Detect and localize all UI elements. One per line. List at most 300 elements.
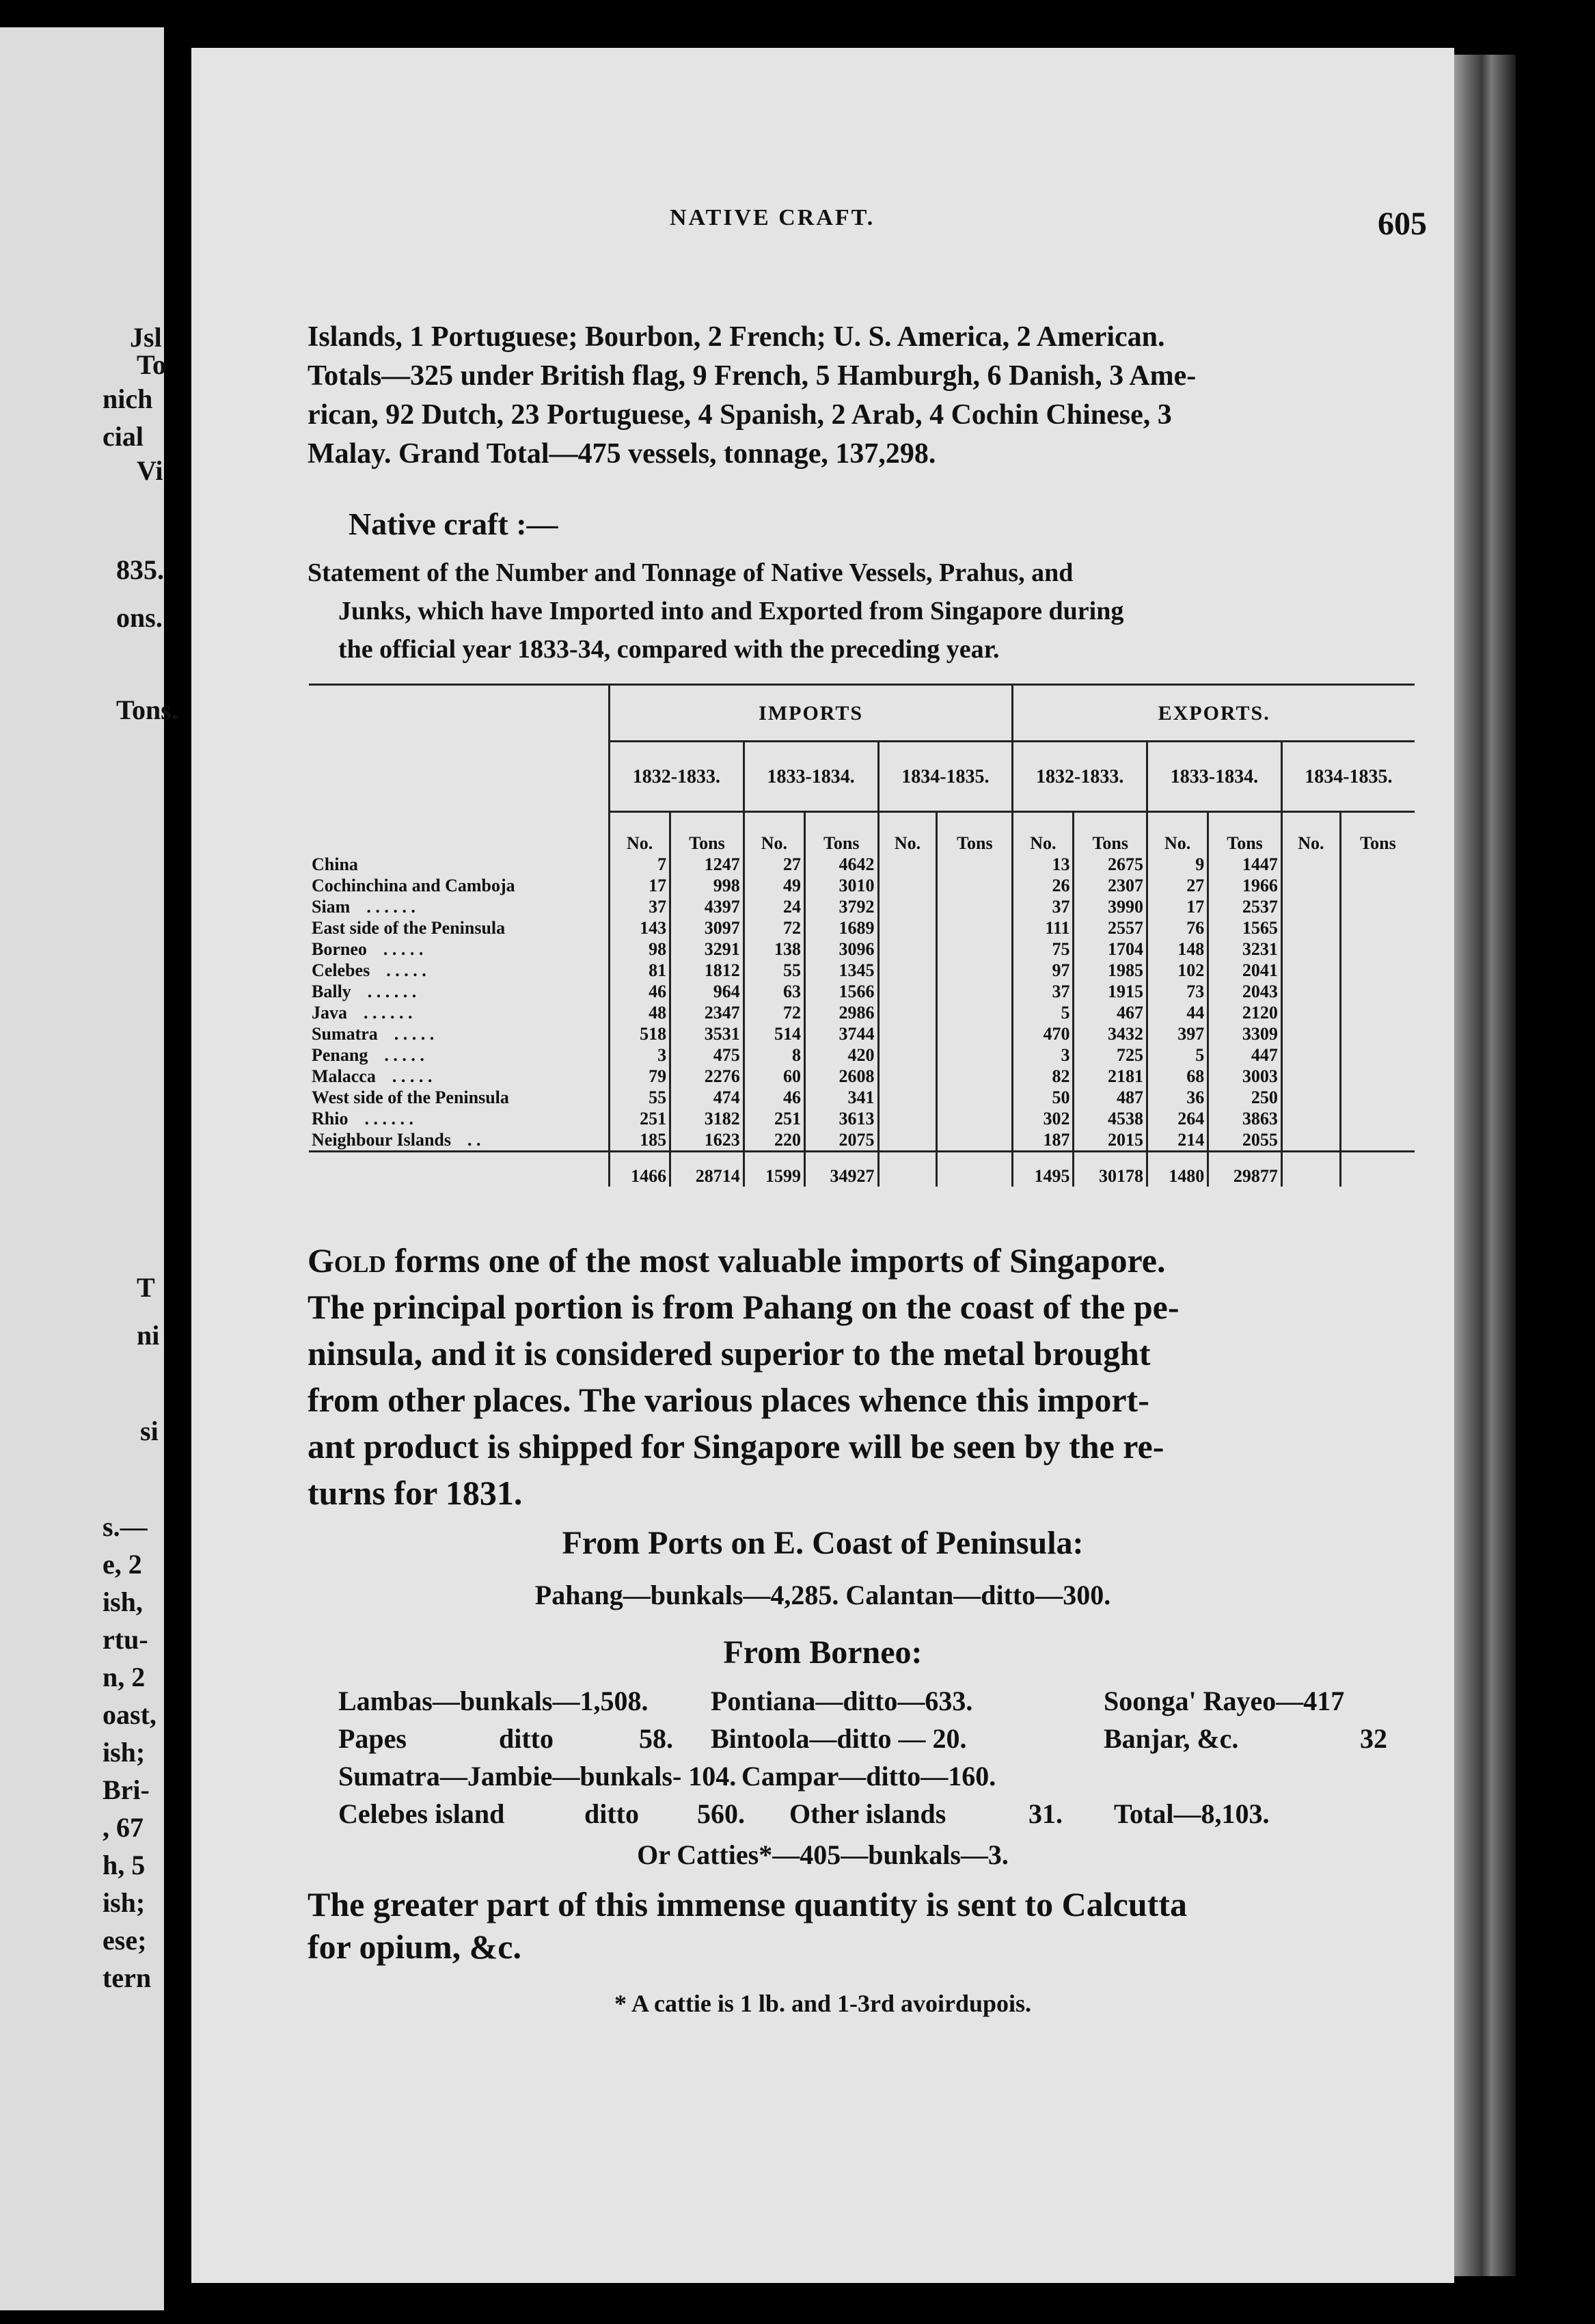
empty-cell bbox=[1340, 1066, 1415, 1087]
empty-cell bbox=[1281, 1129, 1340, 1152]
left-page-fragment: Bri- bbox=[103, 1774, 150, 1805]
left-page-fragment: Tons. bbox=[116, 694, 178, 725]
empty-cell bbox=[1281, 960, 1340, 981]
value-cell: 397 bbox=[1147, 1023, 1208, 1044]
country-name: Bally bbox=[312, 982, 351, 1001]
borneo-cell: ditto bbox=[499, 1723, 554, 1754]
leader-dots: . . . . . bbox=[383, 939, 424, 959]
left-page-fragment: ish; bbox=[103, 1887, 146, 1918]
no-header: No. bbox=[1281, 812, 1340, 854]
value-cell: 37 bbox=[610, 896, 670, 917]
value-cell: 8 bbox=[744, 1044, 804, 1066]
leader-dots: . . . . . . bbox=[367, 982, 417, 1001]
closing-paragraph bbox=[308, 1883, 1427, 1968]
value-cell: 2537 bbox=[1208, 896, 1282, 917]
empty-cell bbox=[1281, 1002, 1340, 1023]
table-row bbox=[309, 1023, 1415, 1044]
total-cell: 34927 bbox=[804, 1152, 878, 1187]
country-cell bbox=[309, 960, 610, 981]
value-cell: 46 bbox=[744, 1087, 804, 1108]
value-cell: 1623 bbox=[670, 1129, 744, 1152]
empty-cell bbox=[878, 875, 937, 896]
country-header-blank bbox=[309, 685, 610, 742]
value-cell: 4642 bbox=[804, 854, 878, 875]
value-cell: 1966 bbox=[1208, 875, 1282, 896]
value-cell: 3990 bbox=[1074, 896, 1147, 917]
empty-cell bbox=[1281, 1087, 1340, 1108]
value-cell: 76 bbox=[1147, 917, 1208, 938]
borneo-cell: 32 bbox=[1360, 1723, 1387, 1754]
value-cell: 1447 bbox=[1208, 854, 1282, 875]
left-page-fragment: Vi bbox=[137, 455, 163, 486]
left-page-fragment: ni bbox=[137, 1320, 160, 1351]
value-cell: 97 bbox=[1013, 960, 1074, 981]
country-header-blank bbox=[309, 812, 610, 854]
value-cell: 220 bbox=[744, 1129, 804, 1152]
total-cell: 1466 bbox=[610, 1152, 670, 1187]
value-cell: 1985 bbox=[1074, 960, 1147, 981]
value-cell: 2608 bbox=[804, 1066, 878, 1087]
value-cell: 964 bbox=[670, 981, 744, 1002]
value-cell: 264 bbox=[1147, 1108, 1208, 1129]
country-cell bbox=[309, 1044, 610, 1066]
empty-cell bbox=[1340, 1002, 1415, 1023]
value-cell: 79 bbox=[610, 1066, 670, 1087]
section-heading: Native craft :— bbox=[349, 506, 558, 541]
value-cell: 2055 bbox=[1208, 1129, 1282, 1152]
value-cell: 487 bbox=[1074, 1087, 1147, 1108]
country-cell bbox=[309, 1023, 610, 1044]
value-cell: 1565 bbox=[1208, 917, 1282, 938]
empty-cell bbox=[1281, 917, 1340, 938]
value-cell: 3792 bbox=[804, 896, 878, 917]
text-line: Malay. Grand Total—475 vessels, tonnage, 137,298. bbox=[308, 438, 936, 470]
empty-cell bbox=[1281, 1108, 1340, 1129]
value-cell: 2557 bbox=[1074, 917, 1147, 938]
no-header: No. bbox=[878, 812, 937, 854]
left-page-fragment: ese; bbox=[103, 1925, 147, 1956]
value-cell: 420 bbox=[804, 1044, 878, 1066]
country-name: Borneo bbox=[312, 939, 367, 959]
value-cell: 60 bbox=[744, 1066, 804, 1087]
leader-dots: . . . . . bbox=[386, 960, 426, 980]
leader-dots: . . . . . . bbox=[364, 1003, 413, 1023]
value-cell: 251 bbox=[610, 1108, 670, 1129]
value-cell: 3096 bbox=[804, 938, 878, 960]
tons-header: Tons bbox=[804, 812, 878, 854]
value-cell: 81 bbox=[610, 960, 670, 981]
country-name: Rhio bbox=[312, 1109, 349, 1129]
tons-header: Tons bbox=[1074, 812, 1147, 854]
text-line: Totals—325 under British flag, 9 French, 5 Hamburgh, 6 Danish, 3 Ame- bbox=[308, 360, 1197, 392]
value-cell: 49 bbox=[744, 875, 804, 896]
value-cell: 3309 bbox=[1208, 1023, 1282, 1044]
value-cell: 50 bbox=[1013, 1087, 1074, 1108]
table-caption bbox=[308, 554, 1427, 668]
value-cell: 1812 bbox=[670, 960, 744, 981]
left-page-fragment: , 67 bbox=[103, 1812, 144, 1843]
value-cell: 251 bbox=[744, 1108, 804, 1129]
left-page-fragment: n, 2 bbox=[103, 1662, 146, 1692]
value-cell: 250 bbox=[1208, 1087, 1282, 1108]
value-cell: 2043 bbox=[1208, 981, 1282, 1002]
value-cell: 9 bbox=[1147, 854, 1208, 875]
empty-cell bbox=[1281, 938, 1340, 960]
borneo-cell: Campar—ditto—160. bbox=[741, 1761, 996, 1792]
text-line: The principal portion is from Pahang on the coast of the pe- bbox=[308, 1288, 1180, 1326]
year-header: 1832-1833. bbox=[1013, 742, 1147, 812]
table-row bbox=[309, 896, 1415, 917]
table-row bbox=[309, 938, 1415, 960]
value-cell: 3182 bbox=[670, 1108, 744, 1129]
borneo-cell: 31. bbox=[1028, 1798, 1063, 1829]
value-cell: 1566 bbox=[804, 981, 878, 1002]
value-cell: 3291 bbox=[670, 938, 744, 960]
value-cell: 998 bbox=[670, 875, 744, 896]
value-cell: 3 bbox=[1013, 1044, 1074, 1066]
borneo-cell: Other islands bbox=[789, 1798, 946, 1829]
tons-header: Tons bbox=[1208, 812, 1282, 854]
value-cell: 72 bbox=[744, 1002, 804, 1023]
empty-cell bbox=[937, 1002, 1013, 1023]
empty-cell bbox=[1340, 1129, 1415, 1152]
value-cell: 3097 bbox=[670, 917, 744, 938]
value-cell: 1915 bbox=[1074, 981, 1147, 1002]
empty-cell bbox=[878, 1152, 937, 1187]
value-cell: 3613 bbox=[804, 1108, 878, 1129]
value-cell: 2120 bbox=[1208, 1002, 1282, 1023]
left-page-fragment: tern bbox=[103, 1962, 152, 1993]
value-cell: 4538 bbox=[1074, 1108, 1147, 1129]
empty-cell bbox=[1340, 1152, 1415, 1187]
country-cell bbox=[309, 896, 610, 917]
empty-cell bbox=[937, 1023, 1013, 1044]
value-cell: 3531 bbox=[670, 1023, 744, 1044]
table-row bbox=[309, 875, 1415, 896]
value-cell: 13 bbox=[1013, 854, 1074, 875]
value-cell: 302 bbox=[1013, 1108, 1074, 1129]
text-span: forms one of the most valuable imports of Singapore. bbox=[385, 1241, 1166, 1280]
lead-word: Gold bbox=[308, 1241, 386, 1280]
left-page-fragment: To bbox=[137, 349, 167, 380]
empty-cell bbox=[1340, 960, 1415, 981]
text-line: ant product is shipped for Singapore will be seen by the re- bbox=[308, 1427, 1164, 1465]
empty-cell bbox=[878, 938, 937, 960]
country-name: Sumatra bbox=[312, 1024, 378, 1044]
east-coast-heading: From Ports on E. Coast of Peninsula: bbox=[562, 1525, 1084, 1561]
empty-cell bbox=[878, 896, 937, 917]
empty-cell bbox=[1281, 1023, 1340, 1044]
value-cell: 63 bbox=[744, 981, 804, 1002]
text-line: The greater part of this immense quantity is sent to Calcutta bbox=[308, 1885, 1187, 1923]
value-cell: 37 bbox=[1013, 981, 1074, 1002]
value-cell: 3231 bbox=[1208, 938, 1282, 960]
empty-cell bbox=[1340, 875, 1415, 896]
text-line: turns for 1831. bbox=[308, 1474, 523, 1512]
value-cell: 4397 bbox=[670, 896, 744, 917]
empty-cell bbox=[937, 854, 1013, 875]
empty-cell bbox=[1281, 1044, 1340, 1066]
empty-cell bbox=[1281, 981, 1340, 1002]
left-page-fragment: cial bbox=[103, 421, 144, 452]
empty-cell bbox=[1340, 896, 1415, 917]
borneo-cell: Pontiana—ditto—633. bbox=[711, 1686, 973, 1716]
value-cell: 17 bbox=[1147, 896, 1208, 917]
empty-cell bbox=[878, 981, 937, 1002]
value-cell: 2986 bbox=[804, 1002, 878, 1023]
empty-cell bbox=[1340, 1087, 1415, 1108]
borneo-cell: Total—8,103. bbox=[1114, 1798, 1270, 1829]
value-cell: 514 bbox=[744, 1023, 804, 1044]
left-page-fragment: Jsl bbox=[130, 322, 162, 353]
total-cell: 30178 bbox=[1074, 1152, 1147, 1187]
country-name: East side of the Peninsula bbox=[312, 918, 506, 938]
value-cell: 55 bbox=[744, 960, 804, 981]
native-vessels-table bbox=[309, 684, 1415, 1187]
year-header: 1833-1834. bbox=[1147, 742, 1282, 812]
empty-cell bbox=[878, 1002, 937, 1023]
country-name: Cochinchina and Camboja bbox=[312, 876, 515, 895]
page-title: NATIVE CRAFT. bbox=[670, 205, 875, 230]
table-row bbox=[309, 854, 1415, 875]
text-line: from other places. The various places whence this import- bbox=[308, 1381, 1149, 1419]
country-name: Malacca bbox=[312, 1066, 376, 1086]
borneo-cell: ditto bbox=[584, 1798, 639, 1829]
text-line: Junks, which have Imported into and Exported from Singapore during bbox=[338, 597, 1124, 625]
value-cell: 24 bbox=[744, 896, 804, 917]
empty-cell bbox=[937, 1044, 1013, 1066]
value-cell: 37 bbox=[1013, 896, 1074, 917]
country-name: West side of the Peninsula bbox=[312, 1087, 509, 1107]
exports-header: EXPORTS. bbox=[1013, 685, 1415, 742]
left-page-fragment: e, 2 bbox=[103, 1549, 142, 1580]
value-cell: 2307 bbox=[1074, 875, 1147, 896]
value-cell: 46 bbox=[610, 981, 670, 1002]
value-cell: 44 bbox=[1147, 1002, 1208, 1023]
value-cell: 72 bbox=[744, 917, 804, 938]
value-cell: 3003 bbox=[1208, 1066, 1282, 1087]
value-cell: 2347 bbox=[670, 1002, 744, 1023]
value-cell: 2181 bbox=[1074, 1066, 1147, 1087]
value-cell: 138 bbox=[744, 938, 804, 960]
leader-dots: . . . . . . bbox=[366, 897, 415, 917]
empty-cell bbox=[878, 1023, 937, 1044]
country-cell bbox=[309, 1002, 610, 1023]
total-cell: 28714 bbox=[670, 1152, 744, 1187]
value-cell: 3432 bbox=[1074, 1023, 1147, 1044]
empty-cell bbox=[1340, 917, 1415, 938]
year-header: 1834-1835. bbox=[878, 742, 1013, 812]
empty-cell bbox=[878, 917, 937, 938]
text-line: rican, 92 Dutch, 23 Portuguese, 4 Spanish, 2 Arab, 4 Cochin Chinese, 3 bbox=[308, 399, 1172, 431]
country-cell bbox=[309, 854, 610, 875]
value-cell: 26 bbox=[1013, 875, 1074, 896]
empty-cell bbox=[1281, 1152, 1340, 1187]
imports-header: IMPORTS bbox=[610, 685, 1013, 742]
year-header: 1833-1834. bbox=[744, 742, 878, 812]
country-cell bbox=[309, 1108, 610, 1129]
value-cell: 82 bbox=[1013, 1066, 1074, 1087]
footnote: * A cattie is 1 lb. and 1-3rd avoirdupois. bbox=[614, 1990, 1032, 2017]
country-header-blank bbox=[309, 742, 610, 812]
left-page-fragment: 835. bbox=[116, 554, 164, 585]
value-cell: 27 bbox=[744, 854, 804, 875]
leader-dots: . . bbox=[467, 1130, 481, 1150]
empty-cell bbox=[937, 1108, 1013, 1129]
text-line: the official year 1833-34, compared with the preceding year. bbox=[338, 635, 1000, 664]
left-page-fragment: si bbox=[140, 1416, 159, 1446]
value-cell: 111 bbox=[1013, 917, 1074, 938]
empty-cell bbox=[1281, 854, 1340, 875]
value-cell: 2276 bbox=[670, 1066, 744, 1087]
empty-cell bbox=[1340, 1108, 1415, 1129]
value-cell: 48 bbox=[610, 1002, 670, 1023]
east-coast-values: Pahang—bunkals—4,285. Calantan—ditto—300. bbox=[534, 1580, 1111, 1610]
borneo-heading: From Borneo: bbox=[723, 1634, 923, 1671]
value-cell: 98 bbox=[610, 938, 670, 960]
value-cell: 73 bbox=[1147, 981, 1208, 1002]
text-line: Statement of the Number and Tonnage of Native Vessels, Prahus, and bbox=[308, 558, 1074, 587]
no-header: No. bbox=[610, 812, 670, 854]
empty-cell bbox=[937, 1066, 1013, 1087]
borneo-cell: Banjar, &c. bbox=[1104, 1723, 1239, 1754]
borneo-cell: Papes bbox=[338, 1723, 407, 1754]
value-cell: 3010 bbox=[804, 875, 878, 896]
no-header: No. bbox=[1013, 812, 1074, 854]
catties-line: Or Catties*—405—bunkals—3. bbox=[637, 1839, 1009, 1870]
borneo-cell: 560. bbox=[697, 1798, 745, 1829]
borneo-cell: Bintoola—ditto — 20. bbox=[711, 1723, 967, 1754]
year-header: 1832-1833. bbox=[610, 742, 744, 812]
value-cell: 55 bbox=[610, 1087, 670, 1108]
left-page-fragment: rtu- bbox=[103, 1624, 148, 1655]
country-cell bbox=[309, 938, 610, 960]
value-cell: 467 bbox=[1074, 1002, 1147, 1023]
borneo-cell: 58. bbox=[639, 1723, 673, 1754]
country-cell bbox=[309, 1066, 610, 1087]
table-row bbox=[309, 1044, 1415, 1066]
country-cell bbox=[309, 875, 610, 896]
table-row bbox=[309, 1108, 1415, 1129]
left-page-fragment: nich bbox=[103, 383, 153, 414]
empty-cell bbox=[1281, 1066, 1340, 1087]
country-name: China bbox=[312, 854, 358, 874]
empty-cell bbox=[1340, 854, 1415, 875]
borneo-cell: Sumatra—Jambie—bunkals- 104. bbox=[338, 1761, 737, 1792]
value-cell: 17 bbox=[610, 875, 670, 896]
value-cell: 518 bbox=[610, 1023, 670, 1044]
country-name: Celebes bbox=[312, 960, 370, 980]
value-cell: 214 bbox=[1147, 1129, 1208, 1152]
leader-dots: . . . . . bbox=[384, 1045, 424, 1065]
tons-header: Tons bbox=[1340, 812, 1415, 854]
value-cell: 474 bbox=[670, 1087, 744, 1108]
table-row bbox=[309, 1129, 1415, 1152]
total-cell: 1495 bbox=[1013, 1152, 1074, 1187]
total-cell: 1480 bbox=[1147, 1152, 1208, 1187]
value-cell: 75 bbox=[1013, 938, 1074, 960]
value-cell: 5 bbox=[1147, 1044, 1208, 1066]
table-row bbox=[309, 1087, 1415, 1108]
text-line: Islands, 1 Portuguese; Bourbon, 2 French; U. S. America, 2 American. bbox=[308, 321, 1165, 353]
left-page-fragment: ish; bbox=[103, 1737, 146, 1768]
empty-cell bbox=[937, 981, 1013, 1002]
text-line bbox=[308, 1237, 1427, 1284]
left-page-fragment: oast, bbox=[103, 1699, 156, 1730]
total-cell: 1599 bbox=[744, 1152, 804, 1187]
value-cell: 1704 bbox=[1074, 938, 1147, 960]
value-cell: 1345 bbox=[804, 960, 878, 981]
value-cell: 5 bbox=[1013, 1002, 1074, 1023]
empty-cell bbox=[878, 1129, 937, 1152]
country-cell bbox=[309, 981, 610, 1002]
value-cell: 187 bbox=[1013, 1129, 1074, 1152]
empty-cell bbox=[937, 1152, 1013, 1187]
empty-cell bbox=[937, 960, 1013, 981]
empty-cell bbox=[878, 1044, 937, 1066]
value-cell: 36 bbox=[1147, 1087, 1208, 1108]
left-page-fragment: s.— bbox=[103, 1511, 148, 1542]
book-edge bbox=[1454, 55, 1516, 2276]
empty-cell bbox=[1340, 981, 1415, 1002]
value-cell: 475 bbox=[670, 1044, 744, 1066]
empty-cell bbox=[1281, 896, 1340, 917]
value-cell: 725 bbox=[1074, 1044, 1147, 1066]
totals-label-blank bbox=[309, 1152, 610, 1187]
tons-header: Tons bbox=[937, 812, 1013, 854]
value-cell: 2041 bbox=[1208, 960, 1282, 981]
value-cell: 185 bbox=[610, 1129, 670, 1152]
borneo-cell: Soonga' Rayeo—417 bbox=[1104, 1686, 1345, 1716]
value-cell: 68 bbox=[1147, 1066, 1208, 1087]
borneo-cell: Celebes island bbox=[338, 1798, 505, 1829]
leader-dots: . . . . . . bbox=[364, 1109, 413, 1129]
text-line: ninsula, and it is considered superior to the metal brought bbox=[308, 1334, 1151, 1373]
value-cell: 3863 bbox=[1208, 1108, 1282, 1129]
empty-cell bbox=[1340, 938, 1415, 960]
leader-dots: . . . . . bbox=[394, 1024, 435, 1044]
book-page bbox=[191, 48, 1454, 2283]
empty-cell bbox=[878, 1066, 937, 1087]
value-cell: 2015 bbox=[1074, 1129, 1147, 1152]
year-header: 1834-1835. bbox=[1281, 742, 1415, 812]
country-name: Neighbour Islands bbox=[312, 1130, 451, 1150]
value-cell: 148 bbox=[1147, 938, 1208, 960]
empty-cell bbox=[878, 960, 937, 981]
value-cell: 3 bbox=[610, 1044, 670, 1066]
totals-paragraph bbox=[308, 318, 1427, 474]
empty-cell bbox=[1281, 875, 1340, 896]
left-page-fragment: h, 5 bbox=[103, 1850, 146, 1880]
borneo-cell: Lambas—bunkals—1,508. bbox=[338, 1686, 649, 1716]
empty-cell bbox=[1340, 1044, 1415, 1066]
no-header: No. bbox=[744, 812, 804, 854]
total-cell: 29877 bbox=[1208, 1152, 1282, 1187]
value-cell: 2675 bbox=[1074, 854, 1147, 875]
left-page-fragment: ish, bbox=[103, 1586, 143, 1617]
empty-cell bbox=[937, 1087, 1013, 1108]
table-row bbox=[309, 917, 1415, 938]
adjacent-page-edge bbox=[0, 27, 178, 2310]
value-cell: 470 bbox=[1013, 1023, 1074, 1044]
table-row bbox=[309, 960, 1415, 981]
empty-cell bbox=[937, 917, 1013, 938]
empty-cell bbox=[937, 938, 1013, 960]
value-cell: 3744 bbox=[804, 1023, 878, 1044]
country-name: Siam bbox=[312, 897, 351, 917]
value-cell: 7 bbox=[610, 854, 670, 875]
empty-cell bbox=[878, 1108, 937, 1129]
